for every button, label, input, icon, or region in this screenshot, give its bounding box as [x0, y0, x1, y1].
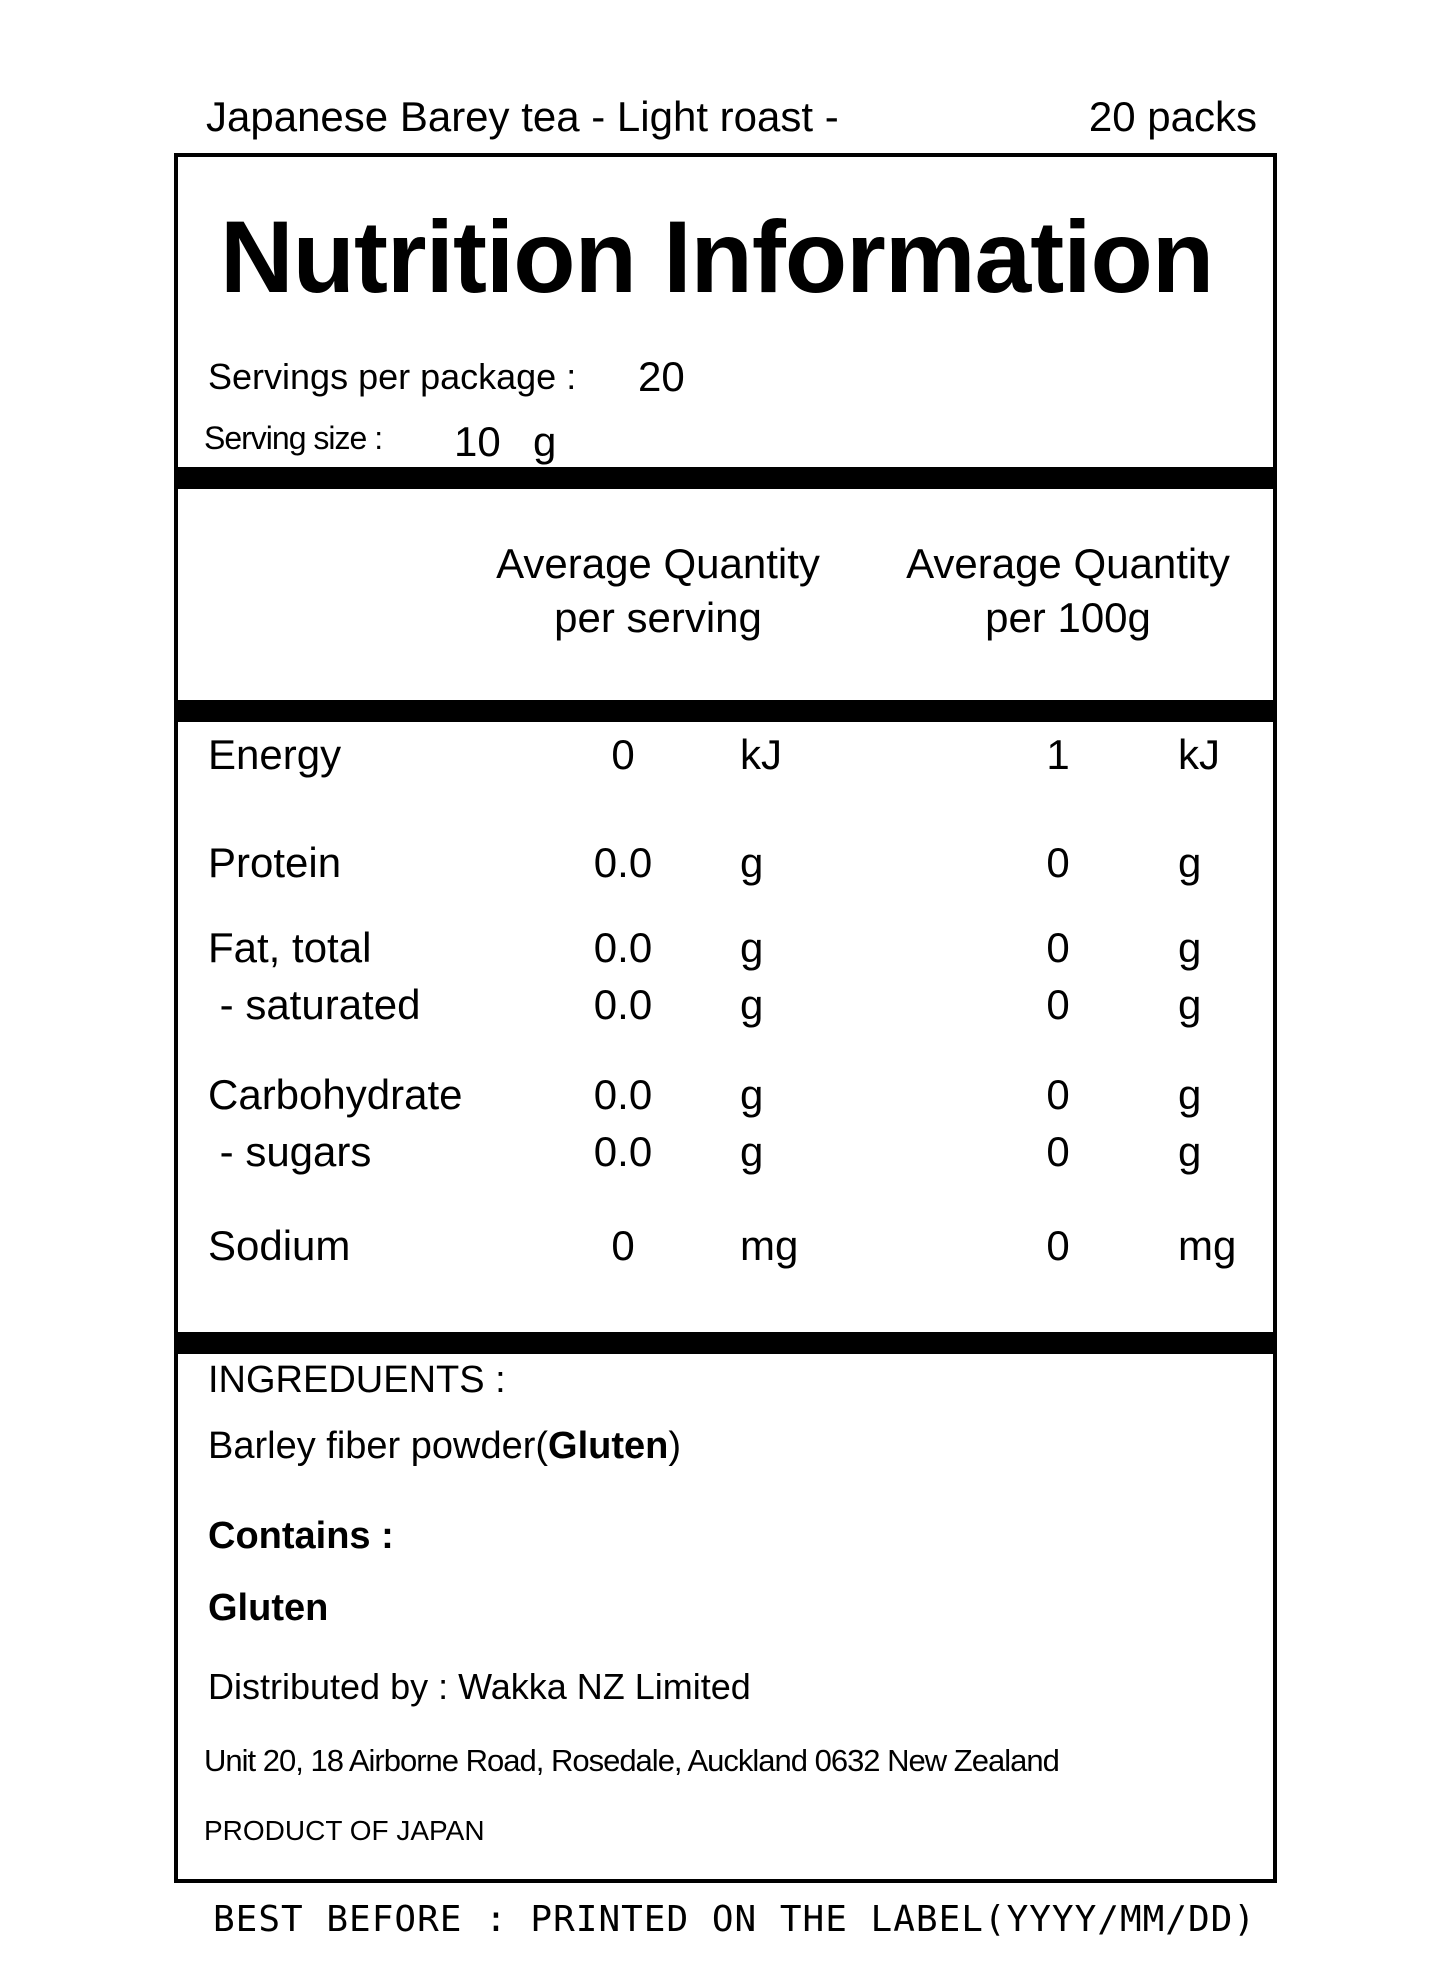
serving-size-label: Serving size :	[204, 420, 383, 456]
nutrient-per-100g-unit: g	[1178, 924, 1202, 971]
divider-rule	[178, 1332, 1273, 1354]
distributor: Distributed by : Wakka NZ Limited	[208, 1666, 751, 1707]
nutrient-per-serving: 0	[611, 1222, 635, 1269]
nutrient-name: Sodium	[208, 1222, 351, 1269]
nutrient-row-fat-total	[178, 923, 1273, 973]
nutrient-per-100g: 0	[1046, 1071, 1070, 1118]
nutrient-row-carbohydrate	[178, 1070, 1273, 1120]
ingredients-main: Barley fiber powder(	[208, 1425, 549, 1467]
nutrient-per-100g-unit: g	[1178, 839, 1202, 886]
nutrient-per-serving-unit: mg	[740, 1222, 799, 1269]
nutrient-per-serving-unit: kJ	[740, 731, 782, 778]
servings-per-package-label: Servings per package :	[208, 356, 577, 397]
nutrient-per-100g-unit: mg	[1178, 1222, 1237, 1269]
nutrient-per-100g: 0	[1046, 839, 1070, 886]
nutrient-name: Carbohydrate	[208, 1071, 463, 1118]
nutrient-per-100g-unit: g	[1178, 1071, 1202, 1118]
ingredients-text	[208, 1423, 681, 1469]
nutrient-per-serving-unit: g	[740, 1071, 764, 1118]
label-title: Nutrition Information	[220, 200, 1214, 314]
nutrient-name: Fat, total	[208, 924, 372, 971]
pack-count: 20 packs	[1088, 93, 1257, 140]
nutrient-row-sodium	[178, 1221, 1273, 1271]
nutrient-per-100g: 1	[1046, 731, 1070, 778]
ingredients-label: INGREDUENTS :	[208, 1359, 506, 1401]
best-before-note: BEST BEFORE : PRINTED ON THE LABEL(YYYY/MM/DD)	[213, 1899, 1256, 1940]
divider-rule	[178, 700, 1273, 722]
nutrient-per-100g: 0	[1046, 981, 1070, 1028]
nutrient-per-serving-unit: g	[740, 981, 764, 1028]
serving-size-value: 10	[454, 418, 501, 465]
nutrient-row-energy	[178, 730, 1273, 780]
ingredients-close: )	[668, 1425, 682, 1467]
product-name: Japanese Barey tea - Light roast -	[206, 93, 839, 140]
nutrient-name: - sugars	[208, 1128, 372, 1175]
column-header-per-100g: Average Quantity per 100g	[906, 540, 1230, 641]
nutrient-per-serving: 0.0	[593, 1128, 653, 1175]
nutrient-per-serving: 0.0	[593, 924, 653, 971]
contains-label: Contains :	[208, 1515, 394, 1557]
country-of-origin: PRODUCT OF JAPAN	[204, 1815, 485, 1846]
nutrient-per-100g-unit: g	[1178, 981, 1202, 1028]
ingredients-allergen: Gluten	[548, 1425, 669, 1467]
nutrient-name: - saturated	[208, 981, 421, 1028]
contains-value: Gluten	[208, 1587, 329, 1629]
nutrient-row-saturated	[178, 980, 1273, 1030]
nutrient-per-serving: 0.0	[593, 981, 653, 1028]
nutrient-per-serving: 0	[611, 731, 635, 778]
nutrient-per-serving: 0.0	[593, 839, 653, 886]
nutrient-name: Protein	[208, 839, 342, 886]
nutrient-per-100g: 0	[1046, 1222, 1070, 1269]
nutrient-per-serving-unit: g	[740, 839, 764, 886]
column-header-per-serving: Average Quantity per serving	[496, 540, 820, 641]
distributor-address: Unit 20, 18 Airborne Road, Rosedale, Auckland 0632 New Zealand	[204, 1743, 1059, 1778]
nutrient-per-100g: 0	[1046, 924, 1070, 971]
nutrient-per-serving-unit: g	[740, 924, 764, 971]
servings-per-package-value: 20	[638, 353, 685, 400]
nutrient-row-protein	[178, 838, 1273, 888]
serving-size-unit: g	[533, 418, 557, 465]
divider-rule	[178, 467, 1273, 489]
nutrient-per-100g-unit: kJ	[1178, 731, 1220, 778]
nutrition-label	[174, 153, 1277, 1883]
nutrient-per-100g-unit: g	[1178, 1128, 1202, 1175]
nutrient-per-serving: 0.0	[593, 1071, 653, 1118]
nutrient-per-100g: 0	[1046, 1128, 1070, 1175]
nutrient-name: Energy	[208, 731, 342, 778]
nutrient-per-serving-unit: g	[740, 1128, 764, 1175]
nutrient-row-sugars	[178, 1127, 1273, 1177]
